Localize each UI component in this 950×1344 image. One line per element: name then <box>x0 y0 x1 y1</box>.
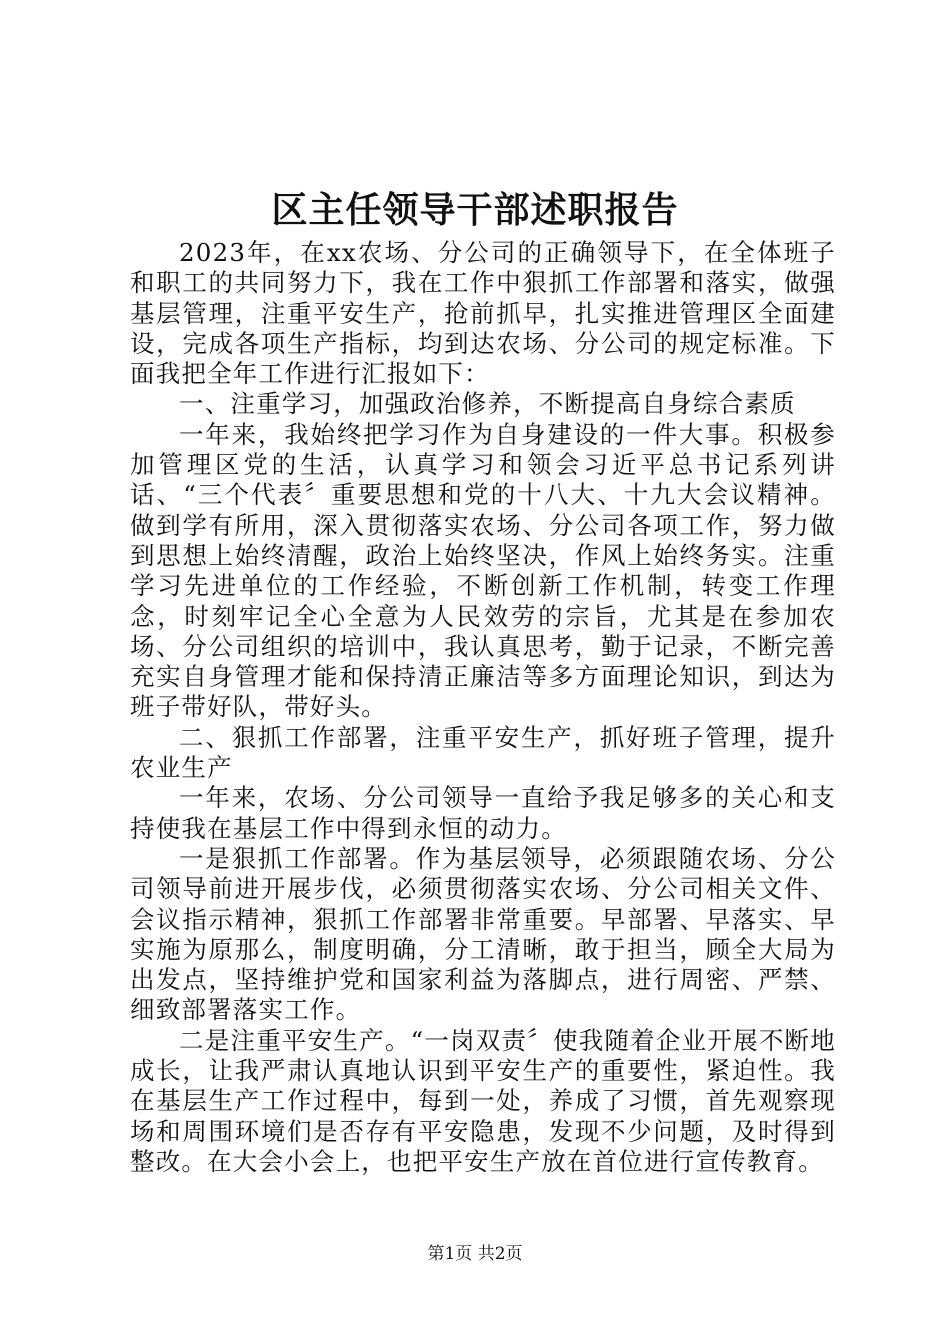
paragraph-study: 一年来，我始终把学习作为自身建设的一件大事。积极参加管理区党的生活，认真学习和领会习近平总书记系列讲话、“三个代表〞重要思想和党的十八大、十九大会议精神。做到学有所用，深入贯彻落实农场、分公司各项工作，努力做到思想上始终清醒，政治上始终坚决，作风上始终务实。注重学习先进单位的工作经验，不断创新工作机制，转变工作理念，时刻牢记全心全意为人民效劳的宗旨，尤其是在参加农场、分公司组织的培训中，我认真思考，勤于记录，不断完善充实自身管理才能和保持清正廉洁等多方面理论知识，到达为班子带好队，带好头。 <box>130 419 836 722</box>
section-heading-2: 二、狠抓工作部署，注重平安生产，抓好班子管理，提升农业生产 <box>130 722 836 783</box>
paragraph-safety: 二是注重平安生产。“一岗双责〞使我随着企业开展不断地成长，让我严肃认真地认识到平安生产的重要性，紧迫性。我在基层生产工作过程中，每到一处，养成了习惯，首先观察现场和周围环境们是否存有平安隐患，发现不少问题，及时得到整改。在大会小会上，也把平安生产放在首位进行宣传教育。 <box>130 1025 836 1176</box>
section-heading-1: 一、注重学习，加强政治修养，不断提高自身综合素质 <box>179 389 796 419</box>
paragraph-deployment: 一是狠抓工作部署。作为基层领导，必须跟随农场、分公司领导前进开展步伐，必须贯彻落实农场、分公司相关文件、会议指示精神，狠抓工作部署非常重要。早部署、早落实、早实施为原那么，制度明确，分工清晰，敢于担当，顾全大局为出发点，坚持维护党和国家利益为落脚点，进行周密、严禁、细致部署落实工作。 <box>130 843 836 1025</box>
document-body <box>130 238 836 1177</box>
page-footer: 第1页 共2页 <box>427 1244 523 1264</box>
document-title: 区主任领导干部述职报告 <box>271 189 679 231</box>
paragraph-support: 一年来，农场、分公司领导一直给予我足够多的关心和支持使我在基层工作中得到永恒的动力。 <box>130 783 836 843</box>
paragraph-intro: 2023年，在xx农场、分公司的正确领导下，在全体班子和职工的共同努力下，我在工作中狠抓工作部署和落实，做强基层管理，注重平安生产，抢前抓早，扎实推进管理区全面建设，完成各项生产指标，均到达农场、分公司的规定标准。下面我把全年工作进行汇报如下： <box>130 238 836 389</box>
